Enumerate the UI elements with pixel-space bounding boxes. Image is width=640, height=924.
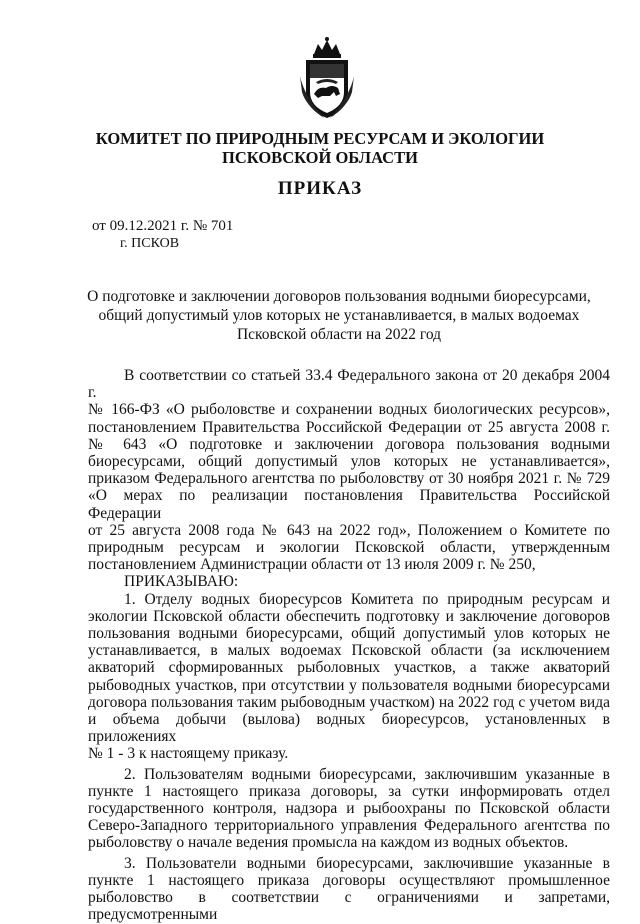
item-2-line: пункте 1 настоящего приказа договоры, за сутки информировать отдел [88, 782, 610, 800]
item-2-line: государственного контроля, надзора и рыбоохраны по Псковской области [88, 800, 610, 818]
item-2-line: рыболовству о начале ведения промысла на каждом из водных объектов. [88, 834, 569, 852]
item-1-line: экологии Псковской области обеспечить подготовку и заключение договоров [88, 607, 610, 625]
order-word-paragraph [88, 573, 610, 590]
preamble-line: В соответствии со статьей 33.4 Федерального закона от 20 декабря 2004 г. [88, 367, 610, 402]
item-3-line: пункте 1 настоящего приказа договоры осуществляют промышленное [88, 871, 610, 889]
item-3-line: рыболовство в соответствии с ограничениями и запретами, предусмотренными [88, 889, 610, 924]
subject-line-3: Псковской области на 2022 год [236, 326, 442, 343]
item-1-line: 1. Отделу водных биоресурсов Комитета по природным ресурсам и [124, 590, 610, 608]
document-body [88, 367, 610, 924]
item-1-line: № 1 - 3 к настоящему приказу. [88, 745, 289, 763]
preamble-line: от 25 августа 2008 года № 643 на 2022 год», Положением о Комитете по [88, 521, 610, 539]
order-subject [84, 287, 594, 344]
item-1-line: договора пользования таким рыбоводным участком) на 2022 год с учетом вида [88, 693, 610, 711]
org-line-1: КОМИТЕТ ПО ПРИРОДНЫМ РЕСУРСАМ И ЭКОЛОГИИ [95, 129, 545, 148]
preamble-line: постановлением Администрации области от 13 июля 2009 г. № 250, [88, 556, 536, 574]
item-3-paragraph [88, 855, 610, 924]
item-2-line: Северо-Западного территориального управления Федерального агентства по [88, 817, 610, 835]
item-1-line: рыбоводных участков, при отсутствии у пользователя водными биоресурсами [88, 676, 610, 694]
subject-line-2: общий допустимый улов которых не устанавливается, в малых водоемах [98, 307, 580, 324]
item-3-line: 3. Пользователи водными биоресурсами, заключившие указанные в [124, 854, 610, 872]
preamble-line: «О мерах по реализации постановления Правительства Российской Федерации [88, 487, 610, 522]
preamble-paragraph [88, 367, 610, 573]
preamble-line: биоресурсами, общий допустимый улов которых не устанавливается», [88, 453, 610, 471]
item-1-line: устанавливается, в малых водоемах Псковской области (за исключением [88, 642, 610, 660]
item-2-line: 2. Пользователям водными биоресурсами, заключившим указанные в [124, 765, 610, 783]
item-1-line: акваторий сформированных рыболовных участков, а также акваторий [88, 659, 610, 677]
order-word: ПРИКАЗЫВАЮ: [124, 573, 239, 591]
preamble-line: № 643 «О подготовке и заключении договора пользования водными [88, 435, 610, 453]
preamble-line: приказом Федерального агентства по рыболовству от 30 ноября 2021 г. № 729 [88, 470, 610, 488]
preamble-line: № 166-ФЗ «О рыболовстве и сохранении водных биологических ресурсов», [88, 401, 610, 419]
date-and-number: от 09.12.2021 г. № 701 [92, 218, 234, 234]
org-line-2: ПСКОВСКОЙ ОБЛАСТИ [222, 148, 418, 167]
document-type: ПРИКАЗ [277, 178, 363, 199]
pskov-region-coat-of-arms-icon [294, 36, 360, 122]
item-1-line: пользования водными биоресурсами, общий допустимый улов которых не [88, 625, 610, 643]
subject-line-1: О подготовке и заключении договоров пользования водными биоресурсами, [87, 288, 591, 305]
organization-name [0, 129, 640, 167]
city: г. ПСКОВ [120, 236, 180, 251]
item-1-paragraph [88, 591, 610, 763]
item-1-line: и объема добычи (вылова) водных биоресурсов, установленных в приложениях [88, 711, 610, 746]
item-2-paragraph [88, 766, 610, 852]
preamble-line: природным ресурсам и экологии Псковской области, утвержденным [88, 539, 610, 557]
preamble-line: постановлением Правительства Российской Федерации от 25 августа 2008 г. [88, 418, 610, 436]
